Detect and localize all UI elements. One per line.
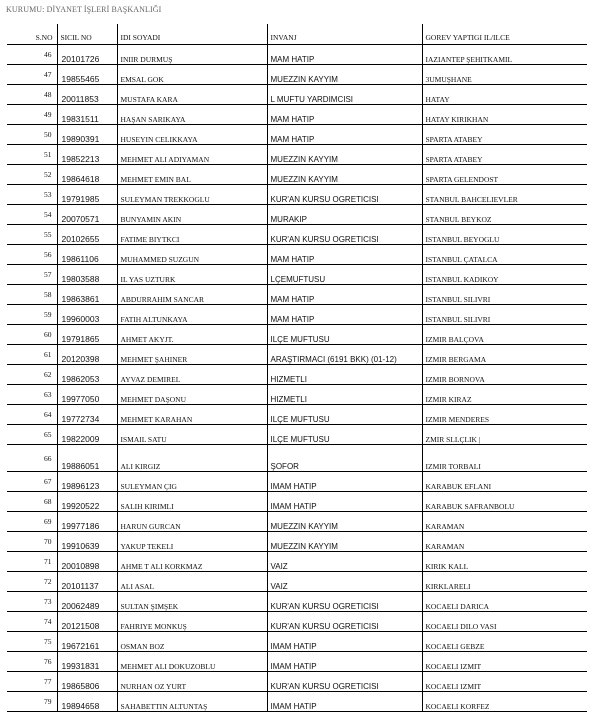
name-cell: HAŞAN SARIKAYA [117, 105, 267, 125]
location-cell: IAZIANTEP ŞEHITKAMIL [422, 45, 587, 65]
name-cell: SULEYMAN TREKKOGLU [117, 185, 267, 205]
sno-cell: 53 [7, 185, 57, 205]
title-cell: MUEZZIN KAYYIM [267, 65, 422, 85]
table-row [7, 45, 587, 65]
table-row [7, 492, 587, 512]
sno-cell: 77 [7, 672, 57, 692]
sicil-no-cell: 19977050 [57, 385, 117, 405]
location-cell: KARABUK EFLANI [422, 472, 587, 492]
title-cell: IMAM HATIP [267, 692, 422, 712]
title-cell: MAM HATIP [267, 45, 422, 65]
sicil-no-cell: 19791985 [57, 185, 117, 205]
sno-cell: 71 [7, 552, 57, 572]
title-cell: KUR'AN KURSU OGRETICISI [267, 612, 422, 632]
title-cell: IMAM HATIP [267, 632, 422, 652]
location-cell: IZMIR TORBALI [422, 445, 587, 472]
sicil-no-cell: 20011853 [57, 85, 117, 105]
sno-cell: 63 [7, 385, 57, 405]
sno-cell: 47 [7, 65, 57, 85]
name-cell: YAKUP TEKELI [117, 532, 267, 552]
name-cell: MEHMET KARAHAN [117, 405, 267, 425]
sicil-no-cell: 19863861 [57, 285, 117, 305]
location-cell: KOCAELI GEBZE [422, 632, 587, 652]
location-cell: HATAY KIRIKHAN [422, 105, 587, 125]
name-cell: EMSAL GOK [117, 65, 267, 85]
name-cell: MEHMET ŞAHINER [117, 345, 267, 365]
name-cell: AHMET AKYJT. [117, 325, 267, 345]
sicil-no-cell: 19831511 [57, 105, 117, 125]
sno-cell: 50 [7, 125, 57, 145]
header-title: INVANJ [267, 24, 422, 45]
location-cell: KOCAELI DARICA [422, 592, 587, 612]
name-cell: ALI ASAL [117, 572, 267, 592]
sicil-no-cell: 20010898 [57, 552, 117, 572]
sno-cell: 51 [7, 145, 57, 165]
title-cell: MAM HATIP [267, 305, 422, 325]
table-row [7, 305, 587, 325]
sicil-no-cell: 19886051 [57, 445, 117, 472]
sno-cell: 58 [7, 285, 57, 305]
sicil-no-cell: 20070571 [57, 205, 117, 225]
name-cell: SULTAN ŞIMŞEK [117, 592, 267, 612]
table-row [7, 652, 587, 672]
title-cell: MAM HATIP [267, 125, 422, 145]
sno-cell: 46 [7, 45, 57, 65]
sicil-no-cell: 19931831 [57, 652, 117, 672]
table-row [7, 325, 587, 345]
location-cell: IZMIR BALÇOVA [422, 325, 587, 345]
sno-cell: 59 [7, 305, 57, 325]
title-cell: LÇEMUFTUSU [267, 265, 422, 285]
table-row [7, 472, 587, 492]
title-cell: L MUFTU YARDIMCISI [267, 85, 422, 105]
table-row [7, 65, 587, 85]
table-row [7, 612, 587, 632]
title-cell: ILÇE MUFTUSU [267, 425, 422, 445]
sicil-no-cell: 19672161 [57, 632, 117, 652]
name-cell: SALIH KIRIMLI [117, 492, 267, 512]
title-cell: KUR'AN KURSU OGRETICISI [267, 672, 422, 692]
header-sicil-no: SICIL NO [57, 24, 117, 45]
personnel-table [7, 24, 587, 712]
table-row [7, 445, 587, 472]
table-row [7, 345, 587, 365]
header-location: GOREV YAPTIGI IL/ILCE [422, 24, 587, 45]
sno-cell: 49 [7, 105, 57, 125]
table-row [7, 245, 587, 265]
sicil-no-cell: 19890391 [57, 125, 117, 145]
name-cell: ISMAIL SATU [117, 425, 267, 445]
location-cell: ISTANBUL SILIVRI [422, 305, 587, 325]
sicil-no-cell: 19864618 [57, 165, 117, 185]
location-cell: STANBUL BEYKOZ [422, 205, 587, 225]
sno-cell: 72 [7, 572, 57, 592]
table-row [7, 692, 587, 712]
sicil-no-cell: 20062489 [57, 592, 117, 612]
location-cell: SPARTA GELENDOST [422, 165, 587, 185]
name-cell: FAHRIYE MONKUŞ [117, 612, 267, 632]
table-row [7, 425, 587, 445]
name-cell: MEHMET ALI DOKUZOBLU [117, 652, 267, 672]
location-cell: KIRIK KALL [422, 552, 587, 572]
title-cell: MAM HATIP [267, 245, 422, 265]
title-cell: VAIZ [267, 572, 422, 592]
sicil-no-cell: 19960003 [57, 305, 117, 325]
sicil-no-cell: 19920522 [57, 492, 117, 512]
sno-cell: 52 [7, 165, 57, 185]
title-cell: HIZMETLI [267, 385, 422, 405]
sno-cell: 65 [7, 425, 57, 445]
sno-cell: 61 [7, 345, 57, 365]
sicil-no-cell: 19791865 [57, 325, 117, 345]
table-row [7, 532, 587, 552]
location-cell: KOCAELI IZMIT [422, 652, 587, 672]
sicil-no-cell: 19865806 [57, 672, 117, 692]
name-cell: MEHMET DAŞONU [117, 385, 267, 405]
sicil-no-cell: 19855465 [57, 65, 117, 85]
name-cell: ALI KIRGIZ [117, 445, 267, 472]
table-row [7, 125, 587, 145]
location-cell: IZMIR BERGAMA [422, 345, 587, 365]
table-row [7, 405, 587, 425]
name-cell: FATIME BIYTKCI [117, 225, 267, 245]
sicil-no-cell: 19896123 [57, 472, 117, 492]
table-row [7, 185, 587, 205]
title-cell: KUR'AN KURSU OGRETICISI [267, 185, 422, 205]
title-cell: ŞOFOR [267, 445, 422, 472]
title-cell: HIZMETLI [267, 365, 422, 385]
location-cell: KARABUK SAFRANBOLU [422, 492, 587, 512]
name-cell: AHME T ALI KORKMAZ [117, 552, 267, 572]
name-cell: IL YAS UZTURK [117, 265, 267, 285]
sicil-no-cell: 19852213 [57, 145, 117, 165]
sno-cell: 55 [7, 225, 57, 245]
location-cell: KOCAELI DILO VASI [422, 612, 587, 632]
sicil-no-cell: 20121508 [57, 612, 117, 632]
table-row [7, 145, 587, 165]
location-cell: 3UMUŞHANE [422, 65, 587, 85]
name-cell: MEHMET ALI ADIYAMAN [117, 145, 267, 165]
institution-label: KURUMU: DİYANET İŞLERİ BAŞKANLIĞI [6, 5, 162, 14]
sno-cell: 62 [7, 365, 57, 385]
name-cell: OSMAN BOZ [117, 632, 267, 652]
location-cell: ISTANBUL KADIKOY [422, 265, 587, 285]
location-cell: KARAMAN [422, 512, 587, 532]
location-cell: IZMIR KIRAZ [422, 385, 587, 405]
table-row [7, 105, 587, 125]
name-cell: INIIR DURMUŞ [117, 45, 267, 65]
table-row [7, 672, 587, 692]
sno-cell: 79 [7, 692, 57, 712]
table-row [7, 592, 587, 612]
sno-cell: 74 [7, 612, 57, 632]
table-body [7, 45, 587, 712]
table-row [7, 365, 587, 385]
title-cell: IMAM HATIP [267, 472, 422, 492]
table-row [7, 85, 587, 105]
sno-cell: 54 [7, 205, 57, 225]
name-cell: AYVAZ DEMIREL [117, 365, 267, 385]
title-cell: ARAŞTIRMACI (6191 BKK) (01-12) [267, 345, 422, 365]
table-row [7, 285, 587, 305]
table-header-row [7, 24, 587, 45]
location-cell: KOCAELI IZMIT [422, 672, 587, 692]
sno-cell: 57 [7, 265, 57, 285]
sno-cell: 75 [7, 632, 57, 652]
sicil-no-cell: 19861106 [57, 245, 117, 265]
table-row [7, 385, 587, 405]
title-cell: MAM HATIP [267, 105, 422, 125]
sicil-no-cell: 19822009 [57, 425, 117, 445]
title-cell: MUEZZIN KAYYIM [267, 165, 422, 185]
title-cell: ILÇE MUFTUSU [267, 325, 422, 345]
sicil-no-cell: 19862053 [57, 365, 117, 385]
sicil-no-cell: 19803588 [57, 265, 117, 285]
name-cell: SAHABETTIN ALTUNTAŞ [117, 692, 267, 712]
sno-cell: 68 [7, 492, 57, 512]
sicil-no-cell: 20120398 [57, 345, 117, 365]
name-cell: MUHAMMED SUZGUN [117, 245, 267, 265]
table-row [7, 205, 587, 225]
location-cell: ISTANBUL ÇATALCA [422, 245, 587, 265]
title-cell: IMAM HATIP [267, 492, 422, 512]
location-cell: SPARTA ATABEY [422, 145, 587, 165]
title-cell: ILÇE MUFTUSU [267, 405, 422, 425]
table-row [7, 165, 587, 185]
name-cell: ABDURRAHIM SANCAR [117, 285, 267, 305]
name-cell: NURHAN OZ YURT [117, 672, 267, 692]
sicil-no-cell: 19772734 [57, 405, 117, 425]
table-row [7, 225, 587, 245]
location-cell: KOCAELI KORFEZ [422, 692, 587, 712]
table-row [7, 552, 587, 572]
table-row [7, 632, 587, 652]
header-sno: S.NO [7, 24, 57, 45]
name-cell: MUSTAFA KARA [117, 85, 267, 105]
name-cell: MEHMET EMIN BAL [117, 165, 267, 185]
table-row [7, 265, 587, 285]
location-cell: ZMIR SLLÇLIK | [422, 425, 587, 445]
sicil-no-cell: 20102655 [57, 225, 117, 245]
sicil-no-cell: 19894658 [57, 692, 117, 712]
location-cell: KIRKLARELI [422, 572, 587, 592]
name-cell: HARUN GURCAN [117, 512, 267, 532]
sno-cell: 48 [7, 85, 57, 105]
title-cell: KUR'AN KURSU OGRETICISI [267, 592, 422, 612]
sicil-no-cell: 20101726 [57, 45, 117, 65]
sno-cell: 60 [7, 325, 57, 345]
sno-cell: 56 [7, 245, 57, 265]
location-cell: ISTANBUL SILIVRI [422, 285, 587, 305]
location-cell: SPARTA ATABEY [422, 125, 587, 145]
location-cell: IZMIR BORNOVA [422, 365, 587, 385]
title-cell: KUR'AN KURSU OGRETICISI [267, 225, 422, 245]
sno-cell: 67 [7, 472, 57, 492]
title-cell: MUEZZIN KAYYIM [267, 145, 422, 165]
location-cell: IZMIR MENDERES [422, 405, 587, 425]
sicil-no-cell: 19977186 [57, 512, 117, 532]
sicil-no-cell: 20101137 [57, 572, 117, 592]
name-cell: FATIH ALTUNKAYA [117, 305, 267, 325]
name-cell: HUSEYIN CELIKKAYA [117, 125, 267, 145]
sno-cell: 70 [7, 532, 57, 552]
sicil-no-cell: 19910639 [57, 532, 117, 552]
sno-cell: 73 [7, 592, 57, 612]
title-cell: MUEZZIN KAYYIM [267, 512, 422, 532]
sno-cell: 64 [7, 405, 57, 425]
name-cell: BUNYAMIN AKIN [117, 205, 267, 225]
table-row [7, 572, 587, 592]
title-cell: MAM HATIP [267, 285, 422, 305]
header-name: IDI SOYADI [117, 24, 267, 45]
title-cell: MUEZZIN KAYYIM [267, 532, 422, 552]
location-cell: HATAY [422, 85, 587, 105]
sno-cell: 76 [7, 652, 57, 672]
title-cell: IMAM HATIP [267, 652, 422, 672]
sno-cell: 66 [7, 445, 57, 472]
title-cell: VAIZ [267, 552, 422, 572]
table-row [7, 512, 587, 532]
location-cell: ISTANBUL BEYOGLU [422, 225, 587, 245]
name-cell: SULEYMAN ÇIG [117, 472, 267, 492]
sno-cell: 69 [7, 512, 57, 532]
title-cell: MURAKIP [267, 205, 422, 225]
location-cell: KARAMAN [422, 532, 587, 552]
location-cell: STANBUL BAHCELIEVLER [422, 185, 587, 205]
